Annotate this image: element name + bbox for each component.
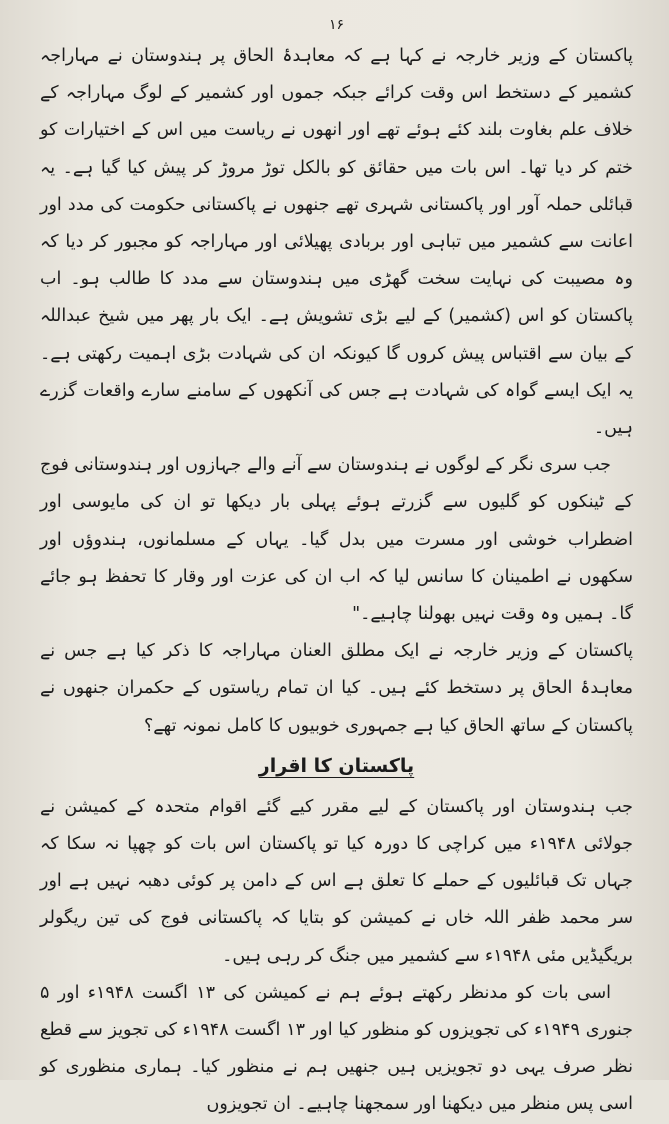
section-heading: پاکستان کا اقرار: [258, 754, 415, 777]
page-number: ۱۶: [328, 17, 345, 33]
paragraph-resolutions: اسی بات کو مدنظر رکھتے ہوئے ہم نے کمیشن کی ۱۳ اگست ۱۹۴۸ء اور ۵ جنوری ۱۹۴۹ء کی تجویزوں کو منظور کیا اور ۱۳ اگست ۱۹۴۸ء کی تجویز سے قطع نظر صرف یہی دو تجویزیں ہیں جنھیں ہم نے منظور کیا۔ ہماری منظوری کو اسی پس منظر میں دیکھنا اور سمجھنا چاہیے۔ ان تجویزوں: [40, 982, 633, 1115]
paragraph-autocrat-maharaja: پاکستان کے وزیر خارجہ نے ایک مطلق العنان مہاراجہ کا ذکر کیا ہے جس نے معاہدۂ الحاق پر دستخط کئے ہیں۔ کیا ان تمام ریاستوں کے حکمران جنھوں نے پاکستان کے ساتھ الحاق کیا ہے جمہوری خوبیوں کا کامل نمونہ تھے؟: [40, 641, 633, 736]
paragraph-foreign-minister-claim: پاکستان کے وزیر خارجہ نے کہا ہے کہ معاہدۂ الحاق پر ہندوستان نے مہاراجہ کشمیر کے دستخط اس وقت کرائے جبکہ جموں اور کشمیر کے لوگ مہاراجہ کے خلاف علم بغاوت بلند کئے ہوئے تھے اور انھوں نے ریاست میں اس کے اختیارات کو ختم کر دیا تھا۔ اس بات میں حقائق کو بالکل توڑ مروڑ کر پیش کیا گیا ہے۔ یہ قبائلی حملہ آور اور پاکستانی شہری تھے جنھوں نے پاکستانی حکومت کی مدد اور اعانت سے کشمیر میں تباہی اور بربادی پھیلائی اور مہاراجہ کو مجبور کر دیا کہ وہ مصیبت کی نہایت سخت گھڑی میں ہندوستان سے مدد کا طالب ہو۔ اب پاکستان کو اس (کشمیر) کے لیے بڑی تشویش ہے۔ ایک بار پھر میں شیخ عبداللہ کے بیان سے اقتباس پیش کروں گا کیونکہ ان کی شہادت بڑی اہمیت رکھتی ہے۔ یہ ایک ایسے گواہ کی شہادت ہے جس کی آنکھوں کے سامنے سارے واقعات گزرے ہیں۔: [40, 46, 633, 439]
paragraph-srinagar-quote: جب سری نگر کے لوگوں نے ہندوستان سے آنے والے جہازوں اور ہندوستانی فوج کے ٹینکوں کو گلیوں سے گزرتے ہوئے پہلی بار دیکھا تو ان کی مایوسی اور اضطراب خوشی اور مسرت میں بدل گیا۔ یہاں کے مسلمانوں، ہندوؤں اور سکھوں نے اطمینان کا سانس لیا کہ اب ان کی عزت اور وقار کا تحفظ ہو جائے گا۔ ہمیں وہ وقت نہیں بھولنا چاہیے۔": [40, 455, 633, 625]
paragraph-un-commission: جب ہندوستان اور پاکستان کے لیے مقرر کیے گئے اقوام متحدہ کے کمیشن نے جولائی ۱۹۴۸ء میں کراچی کا دورہ کیا تو پاکستان اس بات کو چھپا نہ سکا کہ جہاں تک قبائلیوں کے حملے کا تعلق ہے اس کے دامن پر کوئی دھبہ نہیں ہے اور سر محمد ظفر اللہ خاں نے کمیشن کو بتایا کہ پاکستانی فوج کی تین ریگولر بریگیڈیں مئی ۱۹۴۸ء سے کشمیر میں جنگ کر رہی ہیں۔: [40, 796, 633, 966]
